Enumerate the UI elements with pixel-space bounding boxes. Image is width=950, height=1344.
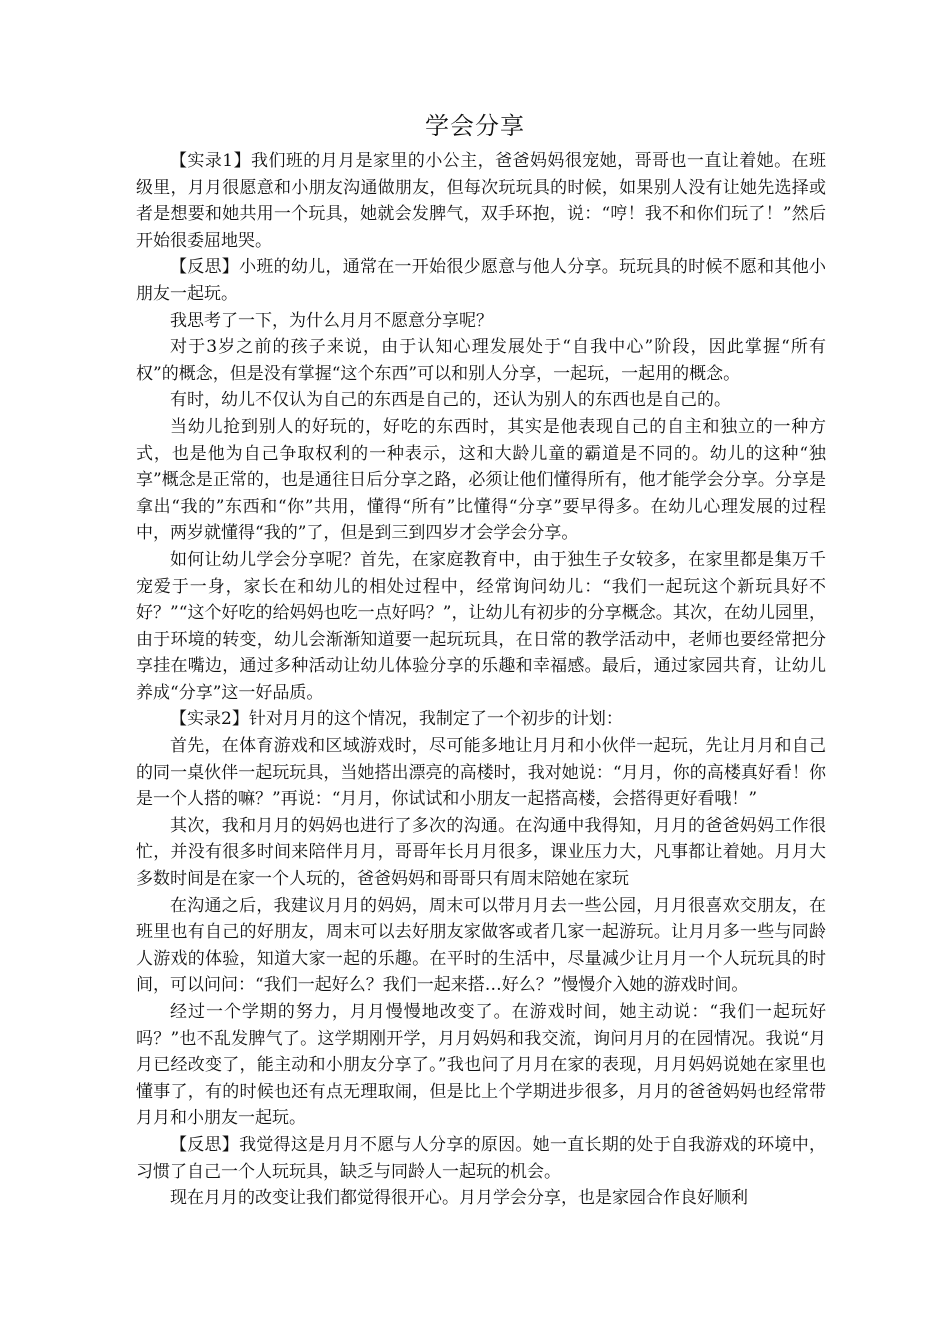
paragraph: 对于3岁之前的孩子来说，由于认知心理发展处于“自我中心”阶段，因此掌握“所有权”的概念，但是没有掌握“这个东西”可以和别人分享，一起玩，一起用的概念。 (136, 337, 826, 384)
document-body (136, 148, 826, 1212)
document-title: 学会分享 (425, 112, 525, 140)
paragraph: 经过一个学期的努力，月月慢慢地改变了。在游戏时间，她主动说：“我们一起玩好吗？”也不乱发脾气了。这学期刚开学，月月妈妈和我交流，询问月月的在园情况。我说“月月已经改变了，能主动和小朋友分享了。”我也问了月月在家的表现，月月妈妈说她在家里也懂事了，有的时候也还有点无理取闹，但是比上个学期进步很多，月月的爸爸妈妈也经常带月月和小朋友一起玩。 (136, 1002, 826, 1129)
paragraph-reflection-1: 【反思】小班的幼儿，通常在一开始很少愿意与他人分享。玩玩具的时候不愿和其他小朋友一起玩。 (136, 257, 826, 304)
paragraph: 其次，我和月月的妈妈也进行了多次的沟通。在沟通中我得知，月月的爸爸妈妈工作很忙，并没有很多时间来陪伴月月，哥哥年长月月很多，课业压力大，凡事都让着她。月月大多数时间是在家一个人玩的，爸爸妈妈和哥哥只有周末陪她在家玩 (136, 815, 826, 890)
paragraph: 现在月月的改变让我们都觉得很开心。月月学会分享，也是家园合作良好顺利 (170, 1188, 748, 1209)
paragraph-reflection-2: 【反思】我觉得这是月月不愿与人分享的原因。她一直长期的处于自我游戏的环境中，习惯了自己一个人玩玩具，缺乏与同龄人一起玩的机会。 (136, 1134, 826, 1182)
paragraph: 在沟通之后，我建议月月的妈妈，周末可以带月月去一些公园，月月很喜欢交朋友，在班里也有自己的好朋友，周末可以去好朋友家做客或者几家一起游玩。让月月多一些与同龄人游戏的体验，知道大家一起的乐趣。在平时的生活中，尽量减少让月月一个人玩玩具的时间，可以问问：“我们一起好么？我们一起来搭…好么？”慢慢介入她的游戏时间。 (136, 895, 826, 996)
paragraph: 有时，幼儿不仅认为自己的东西是自己的，还认为别人的东西也是自己的。 (170, 390, 731, 411)
paragraph: 如何让幼儿学会分享呢？首先，在家庭教育中，由于独生子女较多，在家里都是集万千宠爱于一身，家长在和幼儿的相处过程中，经常询问幼儿：“我们一起玩这个新玩具好不好？”“这个好吃的给妈妈也吃一点好吗？”，让幼儿有初步的分享概念。其次，在幼儿园里，由于环境的转变，幼儿会渐渐知道要一起玩玩具，在日常的教学活动中，老师也要经常把分享挂在嘴边，通过多种活动让幼儿体验分享的乐趣和幸福感。最后，通过家园共育，让幼儿养成“分享”这一好品质。 (136, 549, 826, 703)
paragraph: 当幼儿抢到别人的好玩的，好吃的东西时，其实是他表现自己的自主和独立的一种方式，也是他为自己争取权利的一种表示，这和大龄儿童的霸道是不同的。幼儿的这种“独享”概念是正常的，也是通往日后分享之路，必须让他们懂得所有，他才能学会分享。分享是拿出“我的”东西和“你”共用，懂得“所有”比懂得“分享”要早得多。在幼儿心理发展的过程中，两岁就懂得“我的”了，但是到三到四岁才会学会分享。 (136, 416, 826, 544)
paragraph-record-2: 【实录2】针对月月的这个情况，我制定了一个初步的计划： (170, 709, 623, 730)
paragraph: 我思考了一下，为什么月月不愿意分享呢？ (170, 310, 493, 331)
paragraph: 首先，在体育游戏和区域游戏时，尽可能多地让月月和小伙伴一起玩，先让月月和自己的同一桌伙伴一起玩玩具，当她搭出漂亮的高楼时，我对她说：“月月，你的高楼真好看！你是一个人搭的嘛？”再说：“月月，你试试和小朋友一起搭高楼，会搭得更好看哦！” (136, 736, 826, 810)
paragraph-record-1: 【实录1】我们班的月月是家里的小公主，爸爸妈妈很宠她，哥哥也一直让着她。在班级里，月月很愿意和小朋友沟通做朋友，但每次玩玩具的时候，如果别人没有让她先选择或者是想要和她共用一个玩具，她就会发脾气，双手环抱，说：“哼！我不和你们玩了！”然后开始很委屈地哭。 (136, 151, 826, 251)
